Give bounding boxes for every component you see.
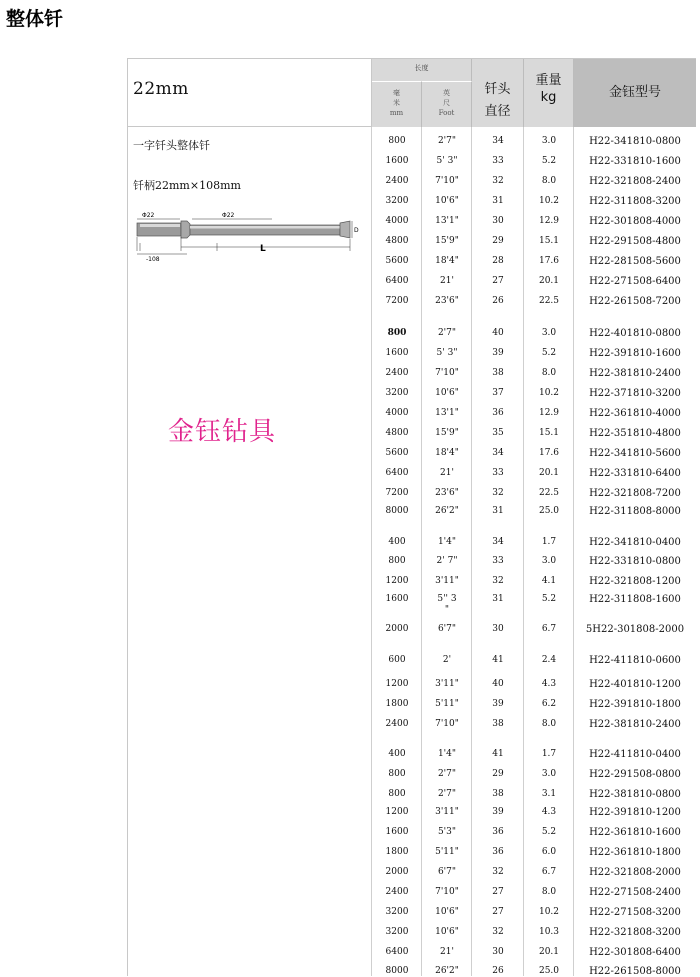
length-mm-cell: 400: [388, 537, 406, 547]
length-ft-cell: 23'6": [435, 488, 459, 498]
shank-spec: 钎柄22mm×108mm: [133, 179, 241, 192]
bit-diameter-cell: 37: [492, 388, 504, 398]
bit-diameter-cell: 36: [492, 408, 504, 418]
length-mm-cell: 4800: [385, 236, 409, 246]
weight-cell: 10.2: [538, 907, 560, 917]
model-cell: H22-361810-1800: [589, 847, 681, 858]
bit-diameter-cell: 36: [492, 827, 504, 837]
bit-diameter-cell: 27: [492, 887, 504, 897]
length-mm-cell: 2400: [385, 719, 409, 729]
length-ft-cell: 5'3": [437, 827, 457, 837]
bit-diameter-cell: 33: [492, 468, 504, 478]
bit-diameter-cell: 35: [492, 428, 504, 438]
bit-diameter-cell: 30: [492, 624, 504, 634]
length-mm-cell: 2000: [385, 624, 409, 634]
length-mm-cell: 1600: [385, 594, 409, 604]
bit-diameter-cell: 27: [492, 276, 504, 286]
length-ft-cell: 7'10": [435, 176, 459, 186]
length-ft-cell: 10'6": [435, 388, 459, 398]
weight-cell: 3.1: [541, 789, 557, 799]
bit-diameter-cell: 26: [492, 296, 504, 306]
watermark-text: 金钰钻具: [168, 417, 277, 447]
length-mm-cell: 6400: [385, 468, 409, 478]
model-cell: H22-291508-4800: [589, 236, 681, 247]
weight-cell: 1.7: [541, 749, 557, 759]
bit-diameter-cell: 40: [492, 679, 504, 689]
length-mm-cell: 4800: [385, 428, 409, 438]
length-ft-cell: 7'10": [435, 887, 459, 897]
model-cell: H22-351810-4800: [589, 428, 681, 439]
length-mm-cell: 2400: [385, 176, 409, 186]
weight-cell: 10.2: [538, 196, 560, 206]
bit-diameter-cell: 39: [492, 699, 504, 709]
model-cell: H22-331810-0800: [589, 556, 681, 567]
weight-cell: 4.3: [541, 679, 557, 689]
model-cell: H22-291508-0800: [589, 769, 681, 780]
length-label: L: [260, 244, 266, 254]
length-mm-cell: 6400: [385, 276, 409, 286]
model-cell: H22-381810-0800: [589, 789, 681, 800]
model-cell: H22-331810-1600: [589, 156, 681, 167]
model-cell: H22-271508-2400: [589, 887, 681, 898]
length-mm-cell: 5600: [385, 448, 409, 458]
bit-diameter-cell: 33: [492, 156, 504, 166]
model-cell: H22-361810-4000: [589, 408, 681, 419]
weight-cell: 22.5: [538, 296, 560, 306]
model-cell: H22-401810-1200: [589, 679, 681, 690]
length-ft-cell: 2'7": [437, 789, 457, 799]
bit-diameter-cell: 32: [492, 176, 504, 186]
weight-cell: 17.6: [538, 448, 560, 458]
length-mm-cell: 800: [388, 789, 406, 799]
weight-cell: 2.4: [541, 655, 557, 665]
length-mm-cell: 1600: [385, 348, 409, 358]
model-cell: H22-371810-3200: [589, 388, 681, 399]
length-ft-cell: 5' 3": [436, 348, 458, 358]
product-table: [127, 58, 696, 976]
length-mm-cell: 7200: [385, 488, 409, 498]
bit-diameter-cell: 34: [492, 448, 504, 458]
model-cell: H22-271508-6400: [589, 276, 681, 287]
model-cell: H22-311808-8000: [589, 506, 681, 517]
length-ft-cell: 2'7": [437, 769, 457, 779]
length-mm-cell: 3200: [385, 927, 409, 937]
bit-diameter-cell: 39: [492, 807, 504, 817]
length-mm-cell: 7200: [385, 296, 409, 306]
weight-cell: 8.0: [541, 176, 557, 186]
bit-diameter-label: D: [354, 227, 359, 234]
bit-diameter-cell: 32: [492, 576, 504, 586]
bit-diameter-cell: 32: [492, 867, 504, 877]
length-ft-cell: 10'6": [435, 196, 459, 206]
length-mm-cell: 800: [388, 556, 406, 566]
length-ft-cell: 21': [440, 276, 454, 286]
bit-diameter-cell: 29: [492, 769, 504, 779]
model-cell: H22-261508-8000: [589, 966, 681, 977]
weight-cell: 25.0: [538, 966, 560, 976]
weight-cell: 25.0: [538, 506, 560, 516]
length-mm-cell: 8000: [385, 966, 409, 976]
length-mm-cell: 6400: [385, 947, 409, 957]
drill-rod-diagram: [132, 207, 357, 267]
length-mm-cell: 1600: [385, 156, 409, 166]
length-mm-cell: 800: [387, 328, 407, 338]
weight-cell: 5.2: [541, 156, 557, 166]
weight-cell: 20.1: [538, 468, 560, 478]
length-ft-cell: 13'1": [435, 216, 459, 226]
length-mm-cell: 2400: [385, 368, 409, 378]
model-cell: H22-411810-0600: [589, 655, 681, 666]
length-ft-cell: 21': [440, 468, 454, 478]
weight-cell: 4.3: [541, 807, 557, 817]
bit-diameter-cell: 28: [492, 256, 504, 266]
model-cell: H22-401810-0800: [589, 328, 681, 339]
model-cell: H22-341810-0400: [589, 537, 681, 548]
length-ft-cell: 5'11": [435, 699, 459, 709]
bit-diameter-cell: 31: [492, 196, 504, 206]
length-ft-cell: 2': [442, 655, 452, 665]
model-cell: H22-341810-5600: [589, 448, 681, 459]
bit-diameter-cell: 38: [492, 719, 504, 729]
length-mm-cell: 1200: [385, 807, 409, 817]
bit-diameter-header: 钎头 直径: [472, 59, 524, 127]
length-mm-cell: 5600: [385, 256, 409, 266]
length-header: 长度: [372, 59, 472, 81]
model-cell: H22-321808-7200: [589, 488, 681, 499]
bit-diameter-cell: 38: [492, 789, 504, 799]
weight-cell: 3.0: [541, 556, 557, 566]
length-ft-cell: 26'2": [435, 966, 459, 976]
model-cell: H22-381810-2400: [589, 719, 681, 730]
length-ft-cell: 5'11": [435, 847, 459, 857]
weight-cell: 6.0: [541, 847, 557, 857]
weight-cell: 8.0: [541, 719, 557, 729]
length-mm-cell: 1200: [385, 679, 409, 689]
weight-cell: 8.0: [541, 368, 557, 378]
bit-diameter-cell: 33: [492, 556, 504, 566]
length-ft-cell: 23'6": [435, 296, 459, 306]
weight-cell: 6.7: [541, 624, 557, 634]
model-cell: H22-381810-2400: [589, 368, 681, 379]
length-mm-cell: 800: [388, 769, 406, 779]
model-cell: H22-271508-3200: [589, 907, 681, 918]
length-mm-cell: 400: [388, 749, 406, 759]
bit-diameter-cell: 26: [492, 966, 504, 976]
length-mm-cell: 4000: [385, 216, 409, 226]
foot-header: 英 尺 Foot: [422, 81, 472, 127]
length-ft-cell: 21': [440, 947, 454, 957]
model-cell: H22-261508-7200: [589, 296, 681, 307]
model-cell: H22-301808-4000: [589, 216, 681, 227]
length-ft-cell: 15'9": [435, 236, 459, 246]
length-ft-cell: 10'6": [435, 907, 459, 917]
length-mm-cell: 3200: [385, 907, 409, 917]
length-mm-cell: 1600: [385, 827, 409, 837]
bit-diameter-cell: 31: [492, 594, 504, 604]
bit-diameter-cell: 41: [492, 749, 504, 759]
weight-cell: 6.7: [541, 867, 557, 877]
model-header: 金钰型号: [574, 59, 696, 127]
length-ft-cell: 15'9": [435, 428, 459, 438]
weight-cell: 15.1: [538, 428, 560, 438]
length-mm-cell: 8000: [385, 506, 409, 516]
weight-cell: 4.1: [541, 576, 557, 586]
bit-diameter-cell: 27: [492, 907, 504, 917]
weight-cell: 20.1: [538, 947, 560, 957]
length-ft-cell: 5'' 3 ": [437, 594, 457, 615]
model-cell: 5H22-301808-2000: [585, 624, 685, 635]
bit-diameter-cell: 30: [492, 216, 504, 226]
length-mm-cell: 2000: [385, 867, 409, 877]
weight-header: 重量 kg: [524, 59, 574, 127]
model-cell: H22-321808-2000: [589, 867, 681, 878]
weight-cell: 1.7: [541, 537, 557, 547]
model-cell: H22-281508-5600: [589, 256, 681, 267]
weight-cell: 20.1: [538, 276, 560, 286]
bit-diameter-cell: 36: [492, 847, 504, 857]
length-ft-cell: 3'11": [435, 679, 459, 689]
length-ft-cell: 2' 7": [436, 556, 458, 566]
mm-header: 毫 米 mm: [372, 81, 422, 127]
bit-diameter-cell: 40: [492, 328, 504, 338]
weight-cell: 12.9: [538, 216, 560, 226]
length-mm-cell: 800: [388, 136, 406, 146]
length-ft-cell: 6'7": [437, 624, 457, 634]
length-ft-cell: 3'11": [435, 807, 459, 817]
model-cell: H22-391810-1600: [589, 348, 681, 359]
length-mm-cell: 3200: [385, 388, 409, 398]
bit-diameter-cell: 39: [492, 348, 504, 358]
length-mm-cell: 2400: [385, 887, 409, 897]
weight-cell: 6.2: [541, 699, 557, 709]
model-cell: H22-341810-0800: [589, 136, 681, 147]
weight-cell: 3.0: [541, 769, 557, 779]
weight-cell: 5.2: [541, 594, 557, 604]
weight-cell: 15.1: [538, 236, 560, 246]
model-cell: H22-311808-1600: [589, 594, 681, 605]
model-cell: H22-331810-6400: [589, 468, 681, 479]
bit-diameter-cell: 38: [492, 368, 504, 378]
weight-cell: 3.0: [541, 136, 557, 146]
model-cell: H22-311808-3200: [589, 196, 681, 207]
length-mm-cell: 1800: [385, 847, 409, 857]
length-ft-cell: 2'7": [437, 136, 457, 146]
bit-diameter-cell: 32: [492, 927, 504, 937]
page-title: 整体钎: [6, 8, 64, 30]
model-cell: H22-411810-0400: [589, 749, 681, 760]
weight-cell: 5.2: [541, 827, 557, 837]
weight-cell: 10.2: [538, 388, 560, 398]
length-ft-cell: 18'4": [435, 256, 459, 266]
length-ft-cell: 26'2": [435, 506, 459, 516]
bit-diameter-cell: 34: [492, 136, 504, 146]
bit-diameter-cell: 32: [492, 488, 504, 498]
bit-diameter-cell: 41: [492, 655, 504, 665]
weight-cell: 8.0: [541, 887, 557, 897]
weight-cell: 5.2: [541, 348, 557, 358]
length-ft-cell: 2'7": [437, 328, 457, 338]
length-mm-cell: 600: [388, 655, 406, 665]
shank-length-label: -108: [146, 256, 160, 263]
product-description: 一字钎头整体钎: [133, 139, 210, 152]
weight-cell: 3.0: [541, 328, 557, 338]
length-ft-cell: 6'7": [437, 867, 457, 877]
length-mm-cell: 1200: [385, 576, 409, 586]
bit-diameter-cell: 30: [492, 947, 504, 957]
length-ft-cell: 7'10": [435, 368, 459, 378]
length-mm-cell: 4000: [385, 408, 409, 418]
length-ft-cell: 1'4": [437, 749, 457, 759]
length-ft-cell: 1'4": [437, 537, 457, 547]
length-ft-cell: 5' 3": [436, 156, 458, 166]
length-ft-cell: 3'11": [435, 576, 459, 586]
length-ft-cell: 13'1": [435, 408, 459, 418]
model-cell: H22-361810-1600: [589, 827, 681, 838]
length-mm-cell: 1800: [385, 699, 409, 709]
length-ft-cell: 10'6": [435, 927, 459, 937]
model-cell: H22-321808-3200: [589, 927, 681, 938]
weight-cell: 17.6: [538, 256, 560, 266]
length-ft-cell: 18'4": [435, 448, 459, 458]
size-header: 22mm: [128, 59, 372, 127]
length-mm-cell: 3200: [385, 196, 409, 206]
model-cell: H22-391810-1800: [589, 699, 681, 710]
length-ft-cell: 7'10": [435, 719, 459, 729]
model-cell: H22-391810-1200: [589, 807, 681, 818]
bit-diameter-cell: 31: [492, 506, 504, 516]
model-cell: H22-301808-6400: [589, 947, 681, 958]
weight-cell: 10.3: [538, 927, 560, 937]
bit-diameter-cell: 34: [492, 537, 504, 547]
model-cell: H22-321808-1200: [589, 576, 681, 587]
model-cell: H22-321808-2400: [589, 176, 681, 187]
weight-cell: 12.9: [538, 408, 560, 418]
bit-diameter-cell: 29: [492, 236, 504, 246]
rod-diameter-label: Φ22: [222, 212, 235, 219]
shank-diameter-label: Φ22: [142, 212, 155, 219]
weight-cell: 22.5: [538, 488, 560, 498]
